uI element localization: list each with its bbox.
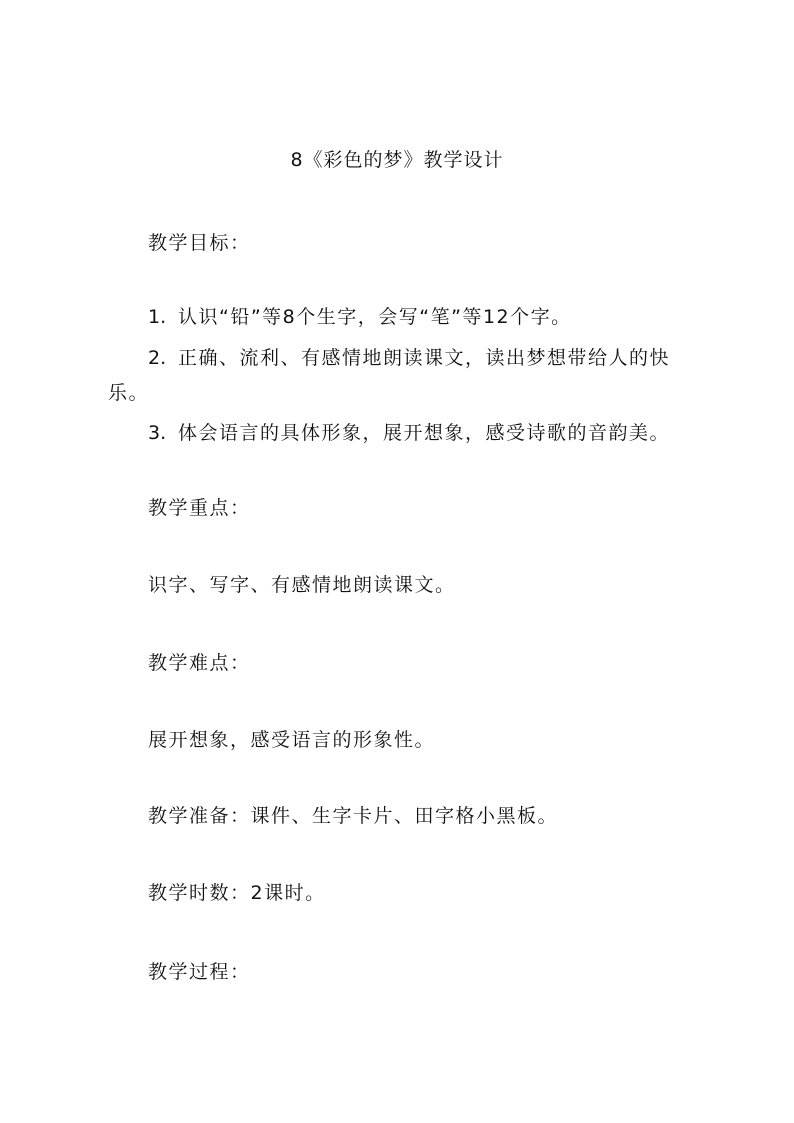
objectives-heading: 教学目标： bbox=[148, 232, 251, 254]
objective-item-2-continuation: 乐。 bbox=[108, 382, 150, 404]
objective-text: 认识“铅”等8个生字，会写“笔”等12个字。 bbox=[178, 306, 572, 328]
duration-text: 教学时数：2课时。 bbox=[148, 882, 326, 904]
objective-text: 正确、流利、有感情地朗读课文，读出梦想带给人的快 bbox=[178, 347, 671, 369]
objective-text: 体会语言的具体形象，展开想象，感受诗歌的音韵美。 bbox=[178, 422, 671, 444]
key-points-heading: 教学重点： bbox=[148, 497, 251, 519]
process-heading: 教学过程： bbox=[148, 961, 251, 983]
objective-item-3 bbox=[148, 421, 670, 445]
preparation-text: 教学准备：课件、生字卡片、田字格小黑板。 bbox=[148, 805, 559, 827]
objective-item-2 bbox=[148, 346, 670, 370]
difficulties-heading: 教学难点： bbox=[148, 652, 251, 674]
key-points-text: 识字、写字、有感情地朗读课文。 bbox=[148, 574, 456, 596]
objective-number: 2. bbox=[148, 347, 167, 369]
objective-number: 1. bbox=[148, 306, 167, 328]
objective-number: 3. bbox=[148, 422, 167, 444]
document-title: 8《彩色的梦》教学设计 bbox=[290, 149, 504, 171]
objective-item-1 bbox=[148, 305, 572, 329]
difficulties-text: 展开想象，感受语言的形象性。 bbox=[148, 729, 436, 751]
